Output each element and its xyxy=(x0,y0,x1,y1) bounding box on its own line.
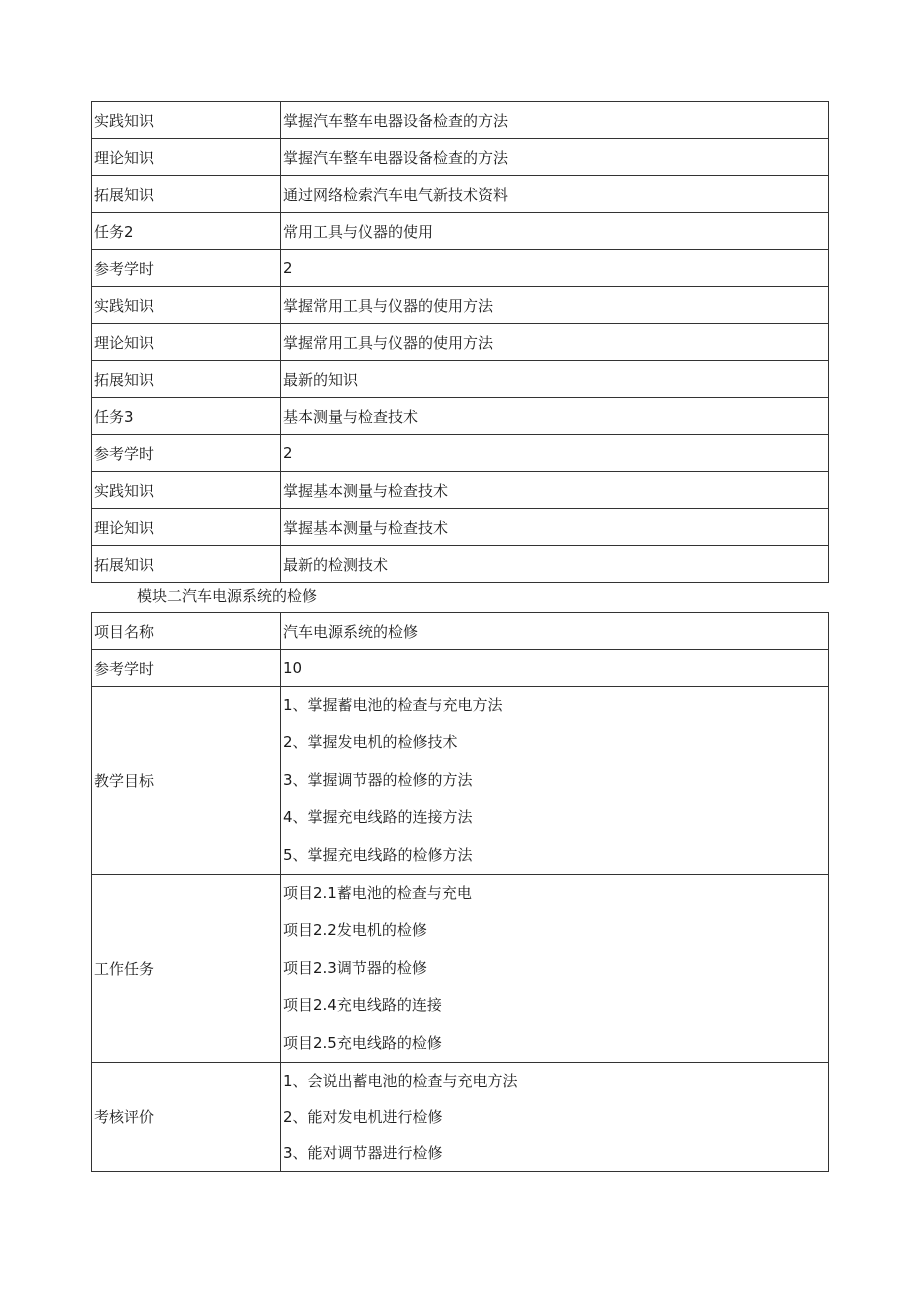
row-label: 理论知识 xyxy=(92,139,281,176)
row-label: 实践知识 xyxy=(92,102,281,139)
assessment-label: 考核评价 xyxy=(92,1062,281,1171)
row-label: 实践知识 xyxy=(92,472,281,509)
task-item: 项目2.1蓄电池的检查与充电 xyxy=(283,883,472,902)
table-row xyxy=(92,398,829,435)
goal-item: 4、掌握充电线路的连接方法 xyxy=(283,808,473,827)
table-row xyxy=(92,176,829,213)
table-row xyxy=(92,613,829,650)
goals-label: 教学目标 xyxy=(92,687,281,875)
row-value: 掌握常用工具与仪器的使用方法 xyxy=(281,324,829,361)
project-name-value: 汽车电源系统的检修 xyxy=(281,613,829,650)
table-row xyxy=(92,139,829,176)
assessment-item: 1、会说出蓄电池的检查与充电方法 xyxy=(283,1071,518,1090)
row-label: 理论知识 xyxy=(92,324,281,361)
module-table xyxy=(91,612,829,1172)
row-label: 拓展知识 xyxy=(92,361,281,398)
row-value: 掌握汽车整车电器设备检查的方法 xyxy=(281,102,829,139)
task-item: 项目2.3调节器的检修 xyxy=(283,958,427,977)
table-row xyxy=(92,324,829,361)
row-label: 理论知识 xyxy=(92,509,281,546)
goal-item: 2、掌握发电机的检修技术 xyxy=(283,733,458,752)
tasks-list xyxy=(281,874,829,1062)
task-item: 项目2.4充电线路的连接 xyxy=(283,996,442,1015)
table-row xyxy=(92,546,829,583)
row-label: 实践知识 xyxy=(92,287,281,324)
tasks-label: 工作任务 xyxy=(92,874,281,1062)
row-value: 最新的知识 xyxy=(281,361,829,398)
row-label: 参考学时 xyxy=(92,250,281,287)
row-label: 拓展知识 xyxy=(92,176,281,213)
row-value: 通过网络检索汽车电气新技术资料 xyxy=(281,176,829,213)
row-label: 拓展知识 xyxy=(92,546,281,583)
table-row xyxy=(92,509,829,546)
assessment-item: 2、能对发电机进行检修 xyxy=(283,1107,443,1126)
table-row xyxy=(92,472,829,509)
table-row xyxy=(92,874,829,1062)
row-label: 任务3 xyxy=(92,398,281,435)
assessment-list xyxy=(281,1062,829,1171)
row-value: 最新的检测技术 xyxy=(281,546,829,583)
row-value: 掌握汽车整车电器设备检查的方法 xyxy=(281,139,829,176)
project-name-label: 项目名称 xyxy=(92,613,281,650)
table-row xyxy=(92,650,829,687)
hours-value: 10 xyxy=(281,650,829,687)
table-row xyxy=(92,102,829,139)
row-value: 2 xyxy=(281,435,829,472)
table-row xyxy=(92,687,829,875)
row-value: 2 xyxy=(281,250,829,287)
row-value: 掌握基本测量与检查技术 xyxy=(281,472,829,509)
table-row xyxy=(92,287,829,324)
row-label: 参考学时 xyxy=(92,435,281,472)
table-row xyxy=(92,213,829,250)
hours-label: 参考学时 xyxy=(92,650,281,687)
table-row xyxy=(92,1062,829,1171)
goals-list xyxy=(281,687,829,875)
row-value: 掌握基本测量与检查技术 xyxy=(281,509,829,546)
row-label: 任务2 xyxy=(92,213,281,250)
row-value: 掌握常用工具与仪器的使用方法 xyxy=(281,287,829,324)
table-row xyxy=(92,361,829,398)
task-table xyxy=(91,101,829,583)
document-page xyxy=(91,101,828,1172)
goal-item: 1、掌握蓄电池的检查与充电方法 xyxy=(283,696,503,714)
row-value: 常用工具与仪器的使用 xyxy=(281,213,829,250)
table-row xyxy=(92,250,829,287)
table-row xyxy=(92,435,829,472)
row-value: 基本测量与检查技术 xyxy=(281,398,829,435)
task-item: 项目2.5充电线路的检修 xyxy=(283,1033,442,1052)
task-item: 项目2.2发电机的检修 xyxy=(283,921,427,940)
assessment-item: 3、能对调节器进行检修 xyxy=(283,1143,443,1162)
module-caption: 模块二汽车电源系统的检修 xyxy=(137,587,318,605)
goal-item: 3、掌握调节器的检修的方法 xyxy=(283,770,473,789)
goal-item: 5、掌握充电线路的检修方法 xyxy=(283,845,473,864)
